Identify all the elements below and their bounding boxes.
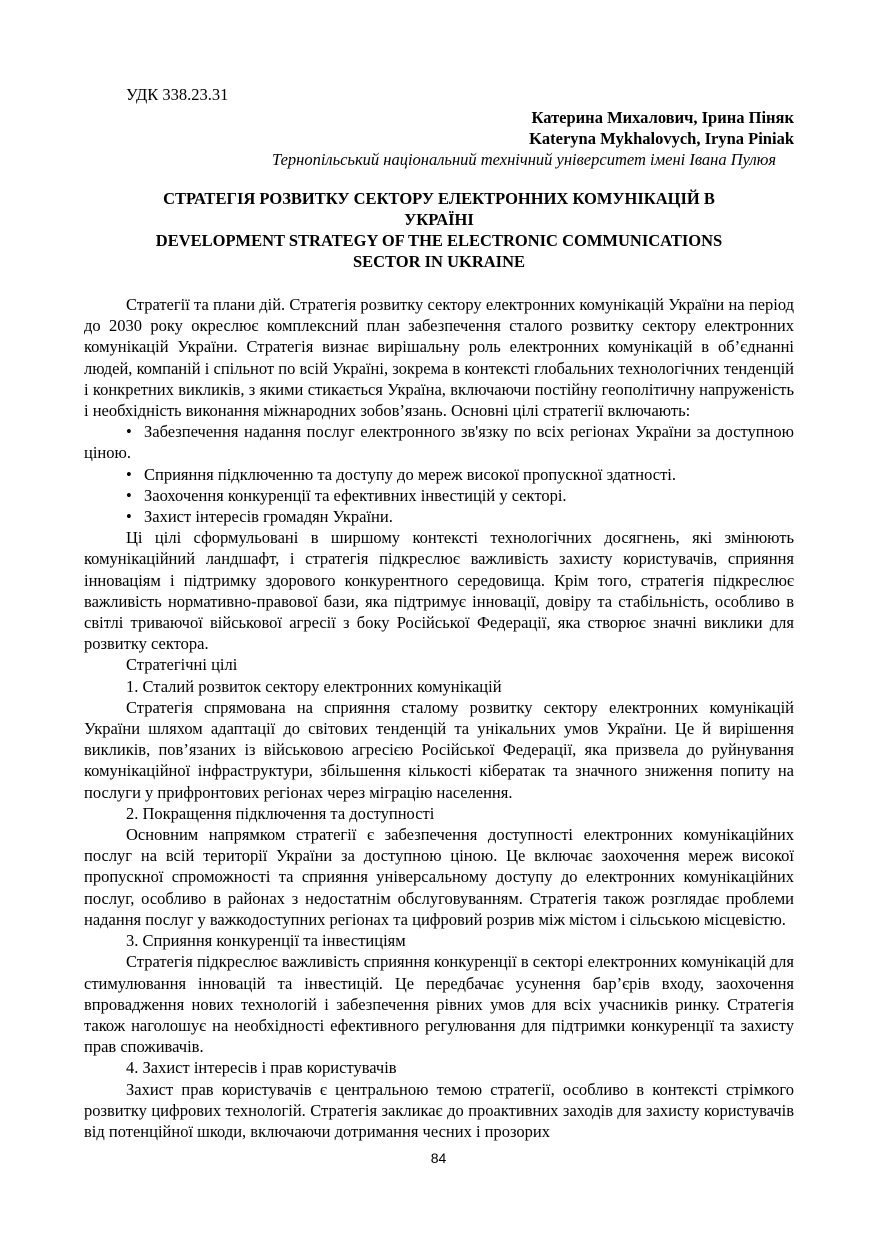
affiliation: Тернопільський національний технічний університет імені Івана Пулюя <box>271 150 776 169</box>
bullet-icon: • <box>126 464 132 484</box>
bullet-icon: • <box>126 422 132 442</box>
bullet-item <box>84 421 794 463</box>
goal1-heading: 1. Сталий розвиток сектору електронних комунікацій <box>126 676 502 696</box>
bullet-text: Сприяння підключенню та доступу до мереж високої пропускної здатності. <box>144 464 677 484</box>
goal3-paragraph: Стратегія підкреслює важливість сприяння конкуренції в секторі електронних комунікацій для стимулювання інновацій та інвестицій. Це передбачає усунення бар’єрів входу, заохочення впровадження нових технологій і забезпечення рівних умов для всіх учасників ринку. Стратегія також наголошує на необхідності ефективного регулювання для підтримки конкуренції та захисту прав споживачів. <box>84 952 794 1057</box>
bullet-item <box>84 485 794 506</box>
document-page <box>84 84 794 1142</box>
goal1-paragraph: Стратегія спрямована на сприяння сталому розвитку сектору електронних комунікацій України шляхом адаптації до світових тенденцій та унікальних умов України. Це й вирішення викликів, пов’язаних із військовою агресією Російської Федерації, яка призвела до руйнування комунікаційної інфраструктури, збільшення кількості кібератак та значного зниження попиту на послуги у прифронтових регіонах через міграцію населення. <box>84 697 794 802</box>
bullet-item <box>84 506 794 527</box>
authors-ukrainian: Катерина Михалович, Ірина Піняк <box>531 108 794 127</box>
paper-title <box>84 188 794 272</box>
goal4-paragraph: Захист прав користувачів є центральною темою стратегії, особливо в контексті стрімкого розвитку цифрових технологій. Стратегія закликає до проактивних заходів для захисту користувачів від потенційної шкоди, включаючи дотримання чесних і прозорих <box>84 1079 794 1141</box>
context-paragraph: Ці цілі сформульовані в ширшому контексті технологічних досягнень, які змінюють комунікаційний ландшафт, і стратегія підкреслює важливість захисту користувачів, сприяння інноваціям і підтримку здорового конкурентного середовища. Крім того, стратегія підкреслює важливість нормативно-правової бази, яка підтримує інновації, довіру та стабільність, особливо в світлі триваючої військової агресії з боку Російської Федерації, яка створює значні виклики для розвитку сектора. <box>84 528 794 654</box>
goals-bullet-list <box>84 421 794 527</box>
intro-paragraph: Стратегії та плани дій. Стратегія розвитку сектору електронних комунікацій України на період до 2030 року окреслює комплексний план забезпечення сталого розвитку сектору електронних комунікацій України. Стратегія визнає вирішальну роль електронних комунікацій в об’єднанні людей, компаній і спільнот по всій Україні, зокрема в контексті глобальних технологічних тенденцій і конкретних викликів, з якими стикається Україна, включаючи постійну геополітичну напруженість і необхідність виконання міжнародних зобов’язань. Основні цілі стратегії включають: <box>84 295 794 421</box>
bullet-icon: • <box>126 507 132 527</box>
goal4-heading: 4. Захист інтересів і прав користувачів <box>126 1058 397 1078</box>
bullet-item <box>84 464 794 485</box>
bullet-icon: • <box>126 485 132 505</box>
goal2-paragraph: Основним напрямком стратегії є забезпечення доступності електронних комунікаційних послуг на всій території України за доступною ціною. Це включає заохочення мереж високої пропускної спроможності та сприяння універсальному доступу до електронних комунікаційних послуг, особливо в районах з недостатнім обслуговуванням. Стратегія також розглядає проблеми надання послуг у важкодоступних регіонах та цифровий розрив між містом і сільською місцевістю. <box>84 825 794 929</box>
udk-code: УДК 338.23.31 <box>126 85 229 104</box>
title-ua-line2: УКРАЇНІ <box>404 210 474 229</box>
title-en-line1: DEVELOPMENT STRATEGY OF THE ELECTRONIC COMMUNICATIONS <box>155 231 723 250</box>
bullet-text: Заохочення конкуренції та ефективних інвестицій у секторі. <box>144 485 567 505</box>
title-ua-line1: СТРАТЕГІЯ РОЗВИТКУ СЕКТОРУ ЕЛЕКТРОННИХ КОМУНІКАЦІЙ В <box>163 189 715 208</box>
article-body <box>84 294 794 1142</box>
goal3-heading: 3. Сприяння конкуренції та інвестиціям <box>126 931 406 951</box>
strategic-goals-heading: Стратегічні цілі <box>126 655 238 675</box>
authors-english: Kateryna Mykhalovych, Iryna Piniak <box>529 129 794 148</box>
title-en-line2: SECTOR IN UKRAINE <box>352 252 526 271</box>
bullet-text: Забезпечення надання послуг електронного зв'язку по всіх регіонах України за доступною ціною. <box>84 422 794 463</box>
bullet-text: Захист інтересів громадян України. <box>144 507 393 527</box>
page-number: 84 <box>430 1150 447 1166</box>
goal2-heading: 2. Покращення підключення та доступності <box>126 803 435 823</box>
